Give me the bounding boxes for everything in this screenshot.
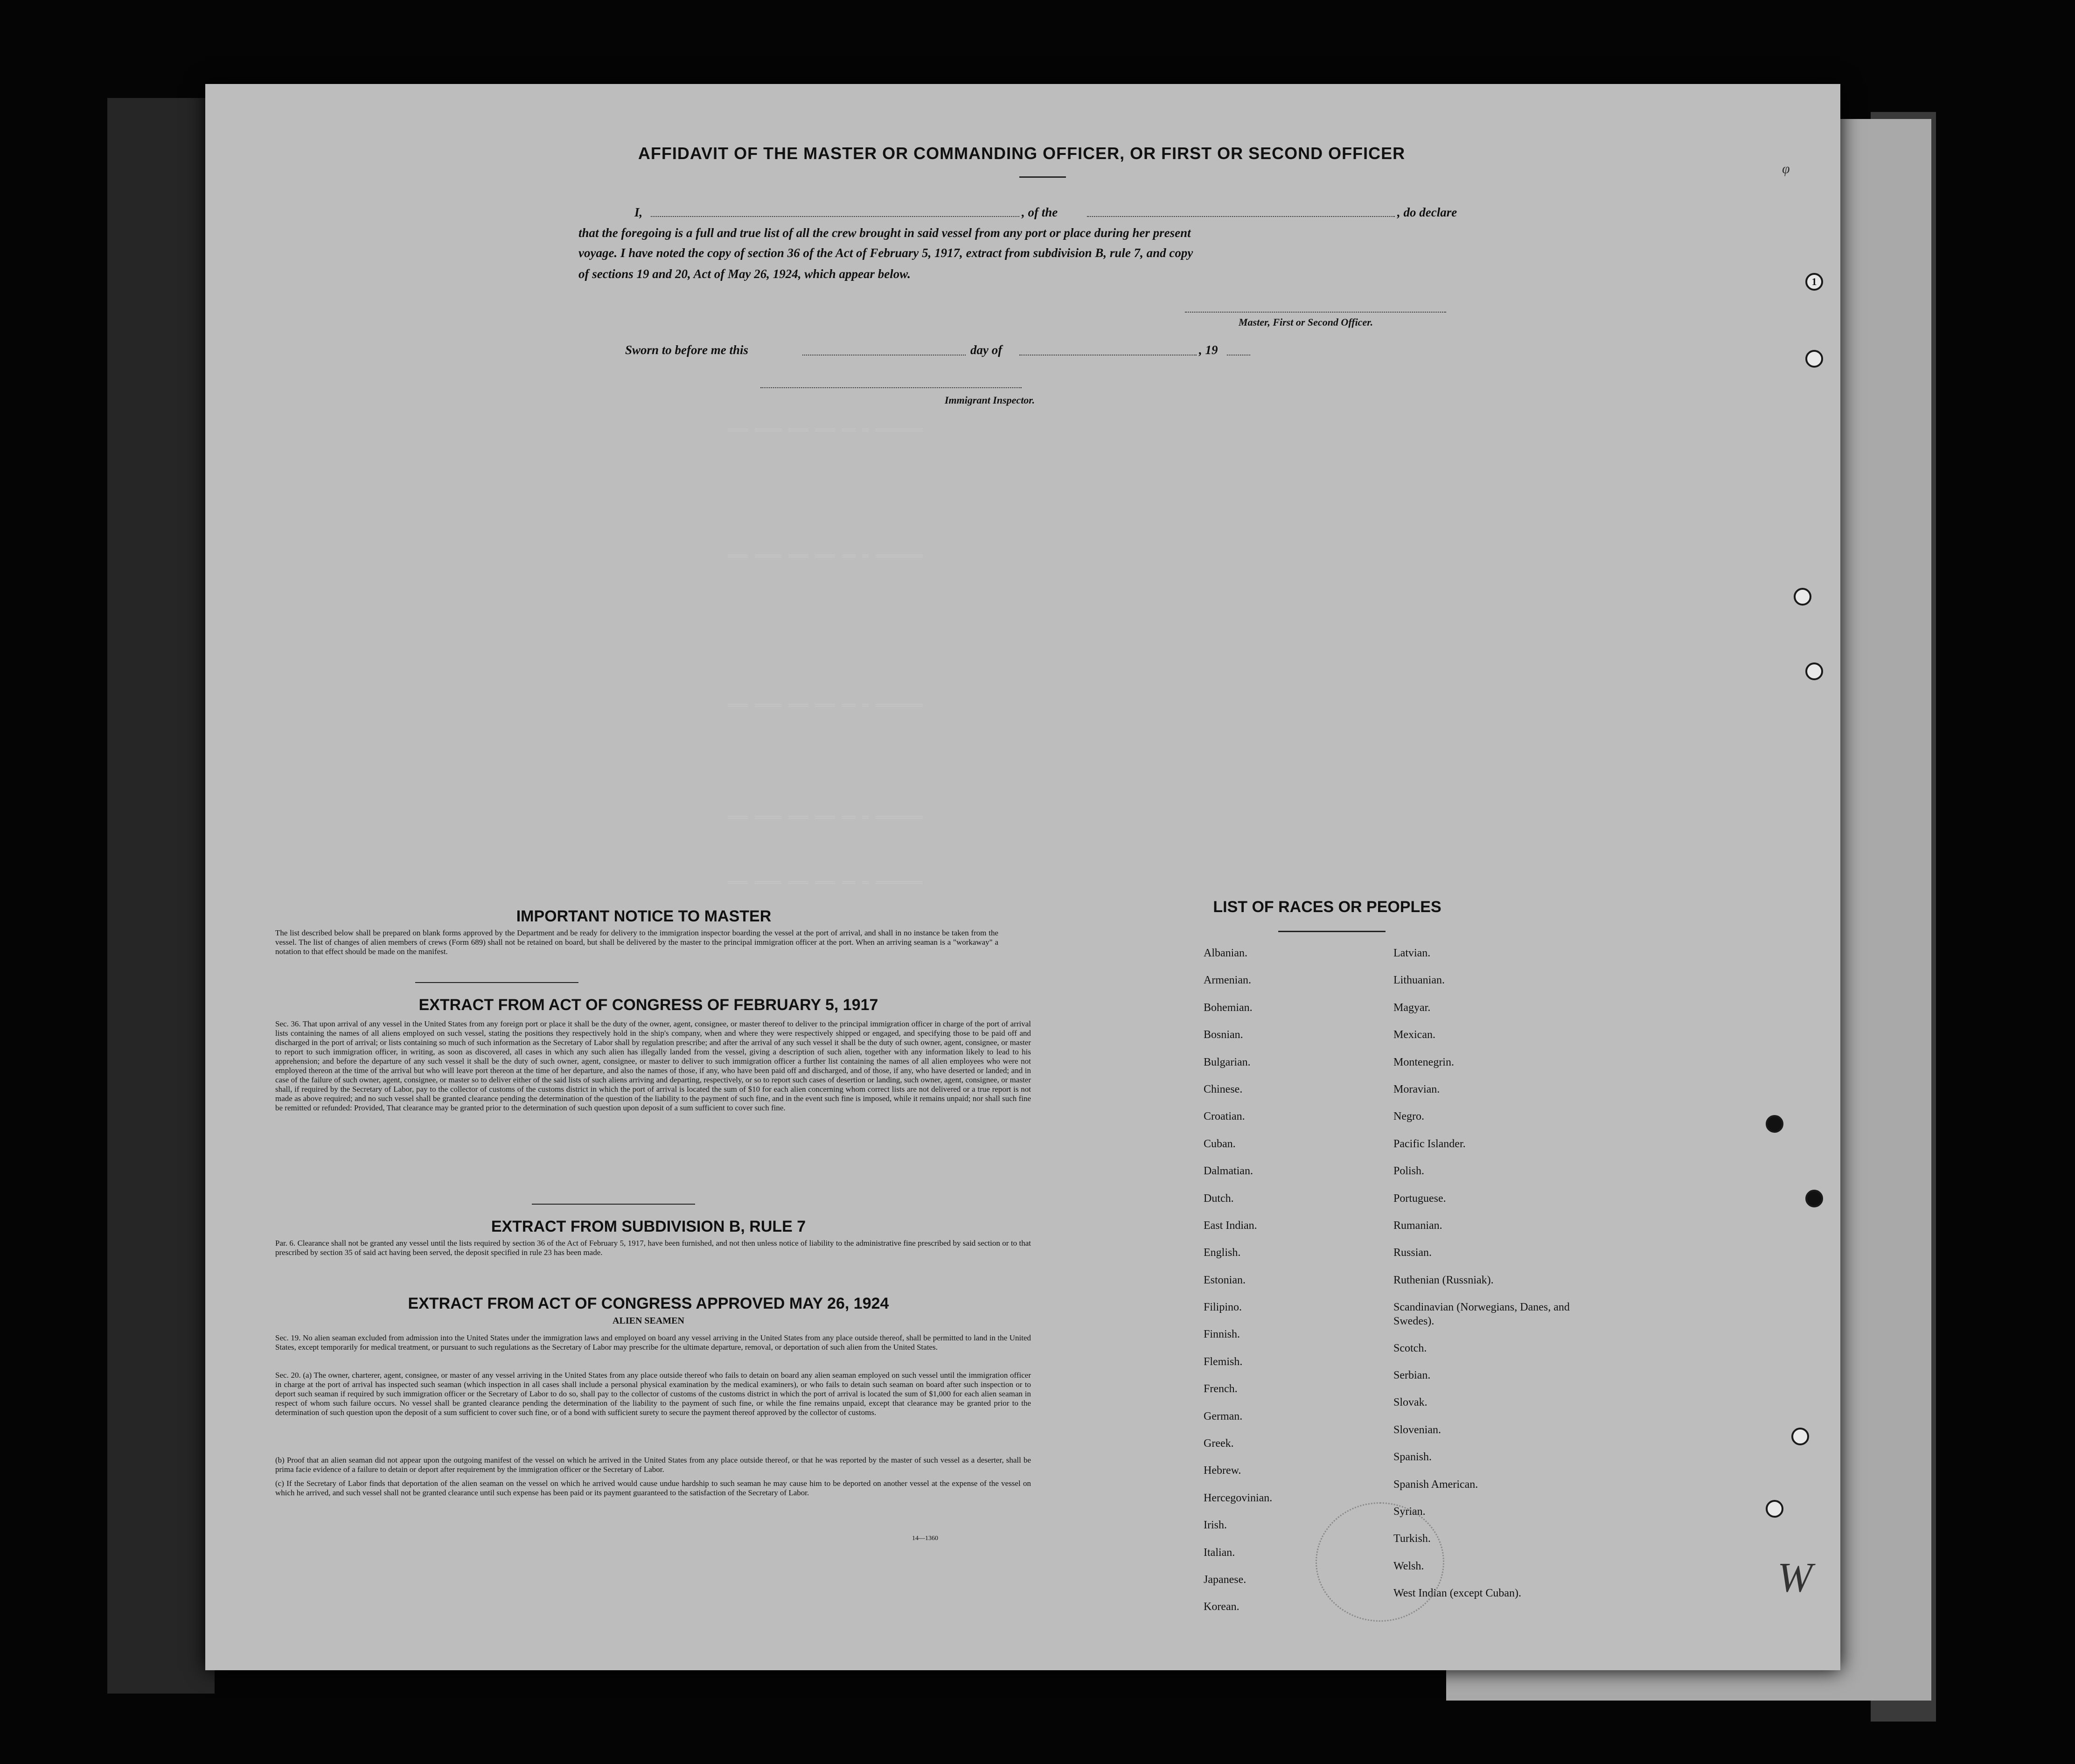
notice-title: IMPORTANT NOTICE TO MASTER [516,907,772,925]
i-label: I, [634,205,643,219]
race-item: Hebrew. [1204,1464,1241,1477]
race-item: French. [1204,1383,1238,1395]
race-item: Polish. [1393,1165,1425,1178]
race-item: Dalmatian. [1204,1165,1253,1178]
vessel-name-field[interactable] [1087,216,1395,217]
top-right-mark: φ [1782,161,1790,176]
race-item: Estonian. [1204,1274,1246,1286]
sworn-line [625,340,1465,363]
race-item: Mexican. [1393,1029,1435,1041]
master-signature-label: Master, First or Second Officer. [1239,316,1373,328]
race-item: Cuban. [1204,1137,1236,1150]
punch-hole [1791,1428,1809,1445]
race-item: Russian. [1393,1247,1432,1259]
sworn-month-field[interactable] [1019,355,1197,356]
show-through-mark: ═══ ════ ═══ ═══ ══ ═ ═══════ [728,551,923,563]
affidavit-line3: voyage. I have noted the copy of section 36 of the Act of February 5, 1917, extract from subdivision B, rule 7, and copy [578,246,1193,260]
punch-hole [1794,588,1811,606]
race-item: Irish. [1204,1519,1227,1532]
race-item: Bosnian. [1204,1029,1243,1041]
race-item: Chinese. [1204,1083,1243,1095]
section-divider [532,1204,695,1205]
race-item: Hercegovinian. [1204,1492,1273,1504]
inspector-signature-line[interactable] [760,387,1022,388]
sec20a-text: Sec. 20. (a) The owner, charterer, agent, consignee, or master of any vessel arriving in the United States from any place outside thereof who fails to detain on board any alien seaman employed on such vessel until the immigration officer in charge at the port of arrival has inspected such seaman (which inspection in all cases shall include a personal physical examination by the medical examiners), or who fails to detain such seaman on board after such inspection or to deport such seaman if required by such immigration officer or the Secretary of Labor to do so, shall pay to the collector of customs of the customs district in which the port of arrival is located the sum of $1,000 for each alien seaman in respect of whom such failure occurs. No vessel shall be granted clearance pending the determination of the liability to the payment of such fine, or while the fine remains unpaid, except that clearance may be granted prior to the determination of such question upon the deposit of a sum sufficient to cover such fine, or of a bond with sufficient surety to secure the payment thereof approved by the collector of customs. [275,1371,1031,1417]
punch-hole [1805,350,1823,368]
race-item: Moravian. [1393,1083,1440,1095]
race-item: Slovenian. [1393,1423,1441,1436]
inspector-signature-label: Immigrant Inspector. [945,394,1035,406]
punch-hole-number: 1 [1811,276,1817,287]
bottom-right-handwritten-mark: W [1777,1555,1812,1601]
extract-1917-title: EXTRACT FROM ACT OF CONGRESS OF FEBRUARY 5, 1917 [418,996,878,1014]
notice-text: The list described below shall be prepared on blank forms approved by the Department and be ready for delivery to the immigration inspector boarding the vessel at the port of arrival, and shall in no instance be taken from the vessel. The list of changes of alien members of crews (Form 689) shall not be retained on board, but shall be delivered by the master to the principal immigration officer at the port. When an arriving seaman is a "workaway" a notation to that effect should be made on the manifest. [275,928,998,956]
affidavit-title: AFFIDAVIT OF THE MASTER OR COMMANDING OFFICER, OR FIRST OR SECOND OFFICER [638,144,1406,163]
show-through-mark: ═══ ════ ═══ ═══ ══ ═ ═══════ [728,700,923,712]
sworn-label: Sworn to before me this [625,343,749,357]
punch-hole-1 [1805,273,1823,291]
race-item: Welsh. [1393,1560,1424,1572]
affidavit-line4: of sections 19 and 20, Act of May 26, 1924, which appear below. [578,267,911,281]
race-item: Scandinavian (Norwegians, Danes, and Swedes). [1393,1301,1570,1328]
form-number: 14—1360 [912,1535,938,1542]
do-declare-label: , do declare [1397,205,1457,219]
race-item: Negro. [1393,1110,1424,1123]
master-signature-line[interactable] [1185,312,1446,313]
faded-circular-stamp [1316,1502,1444,1622]
sec19-text: Sec. 19. No alien seaman excluded from admission into the United States under the immigration laws and employed on board any vessel arriving in the United States from any place outside thereof, shall be permitted to land in the United States, except temporarily for medical treatment, or pursuant to such regulations as the Secretary of Labor may prescribe for the ultimate departure, removal, or deportation of such alien from the United States. [275,1333,1031,1352]
declarant-name-field[interactable] [651,216,1019,217]
sworn-year-field[interactable] [1227,355,1250,356]
race-item: Spanish. [1393,1451,1432,1464]
affidavit-line2: that the foregoing is a full and true list of all the crew brought in said vessel from any port or place during her present [578,226,1191,240]
race-item: West Indian (except Cuban). [1393,1587,1521,1600]
section-divider [415,982,578,983]
race-item: Slovak. [1393,1396,1427,1409]
document-page [205,84,1840,1670]
race-item: Turkish. [1393,1533,1431,1545]
race-item: Portuguese. [1393,1192,1446,1205]
extract-1924-title: EXTRACT FROM ACT OF CONGRESS APPROVED MAY 26, 1924 [408,1295,889,1312]
show-through-mark: ═══ ════ ═══ ═══ ══ ═ ═══════ [728,812,923,824]
race-item: Albanian. [1204,947,1247,959]
title-underline [1019,176,1066,178]
race-item: Greek. [1204,1437,1234,1450]
race-item: Montenegrin. [1393,1056,1454,1068]
race-item: Ruthenian (Russniak). [1393,1274,1494,1286]
punch-hole [1805,1190,1823,1207]
sworn-day-field[interactable] [802,355,966,356]
show-through-mark: ═══ ════ ═══ ═══ ══ ═ ═══════ [728,425,923,437]
punch-hole [1766,1500,1783,1518]
race-item: Pacific Islander. [1393,1137,1466,1150]
race-item: Bulgarian. [1204,1056,1251,1068]
races-underline [1278,931,1386,932]
punch-hole [1805,662,1823,680]
extract-1917-text: Sec. 36. That upon arrival of any vessel in the United States from any foreign port or place it shall be the duty of the owner, agent, consignee, or master thereof to deliver to the principal immigration officer in charge of the port of arrival lists containing the names of all aliens employed on such vessel, stating the positions they respectively hold in the ship's company, when and where they were respectively shipped or engaged, and specifying those to be paid off and discharged in the port of arrival; or lists containing so much of such information as the Secretary of Labor shall by regulation prescribe; and after the arrival of any such vessel it shall be the duty of such owner, agent, consignee, or master to report to such immigration officer, in writing, as soon as discovered, all cases in which any such alien has illegally landed from the vessel, giving a description of such alien, together with any information likely to lead to his apprehension; and before the departure of any such vessel it shall be the duty of such owner, agent, consignee, or master to deliver to such immigration officer a further list containing the names of all alien employees who were not employed thereon at the time of the arrival but who will leave port thereon at the time of her departure, and also the names of those, if any, who have been paid off and discharged, and of those, if any, who have deserted or landed; and in case of the failure of such owner, agent, consignee, or master so to deliver either of the said lists of such aliens arriving and departing, respectively, or so to report such cases of desertion or landing, such owner, agent, consignee, or master shall, if required by the Secretary of Labor, pay to the collector of customs of the customs district in which the port of arrival is located the sum of $10 for each alien concerning whom correct lists are not delivered or a true report is not made as above required; and no such vessel shall be granted clearance pending the determination of the question of the liability to the payment of such fine, and in the event such fine is imposed, while it remains unpaid; nor shall such fine be remitted or refunded: Provided, That clearance may be granted prior to the determination of such question upon deposit of a sum sufficient to cover such fine. [275,1019,1031,1112]
race-item: Serbian. [1393,1369,1431,1382]
rule7-text: Par. 6. Clearance shall not be granted any vessel until the lists required by section 36 of the Act of February 5, 1917, have been furnished, and not then unless notice of liability to the administrative fine prescribed by said section or to that prescribed by section 35 of said act having been served, the deposit specified in rule 23 has been made. [275,1239,1031,1257]
alien-seamen-subtitle: ALIEN SEAMEN [613,1316,684,1326]
race-item: Lithuanian. [1393,974,1445,987]
race-item: Bohemian. [1204,1001,1253,1014]
scan-left-shadow [107,98,215,1694]
punch-hole [1766,1115,1783,1133]
race-item: Magyar. [1393,1001,1431,1014]
race-item: Latvian. [1393,947,1431,959]
race-item: Spanish American. [1393,1478,1478,1491]
race-item: Finnish. [1204,1328,1240,1341]
sec20c-text: (c) If the Secretary of Labor finds that deportation of the alien seaman on the vessel on which he arrived would cause undue hardship to such seaman he may cause him to be deported on another vessel at the expense of the vessel on which he arrived, and such vessel shall not be granted clearance until such expense has been paid or its payment guaranteed to the satisfaction of the Secretary of Labor. [275,1479,1031,1497]
race-item: Korean. [1204,1601,1239,1613]
race-item: Japanese. [1204,1573,1246,1586]
race-item: Armenian. [1204,974,1251,987]
race-item: East Indian. [1204,1219,1257,1232]
of-the-label: , of the [1022,205,1058,219]
race-item: Filipino. [1204,1301,1242,1314]
race-item: Rumanian. [1393,1219,1442,1232]
race-item: German. [1204,1410,1243,1422]
race-item: Flemish. [1204,1355,1243,1368]
race-item: Syrian. [1393,1506,1426,1518]
race-item: Croatian. [1204,1110,1245,1123]
races-title: LIST OF RACES OR PEOPLES [1213,898,1441,916]
race-item: Dutch. [1204,1192,1234,1205]
affidavit-line1 [625,202,1698,225]
year-label: , 19 [1199,343,1218,357]
sec20b-text: (b) Proof that an alien seaman did not appear upon the outgoing manifest of the vessel on which he arrived in the United States from any place outside thereof, or that he was reported by the master of such vessel as a deserter, shall be prima facie evidence of a failure to detain or deport after requirement by the immigration officer or the Secretary of Labor. [275,1456,1031,1474]
race-item: Scotch. [1393,1342,1427,1354]
day-of-label: day of [970,343,1003,357]
race-item: Italian. [1204,1546,1235,1559]
show-through-mark: ═══ ════ ═══ ═══ ══ ═ ═══════ [728,877,923,890]
race-item: English. [1204,1247,1241,1259]
rule7-title: EXTRACT FROM SUBDIVISION B, RULE 7 [491,1218,806,1235]
races-column-2 [1393,946,1589,1614]
